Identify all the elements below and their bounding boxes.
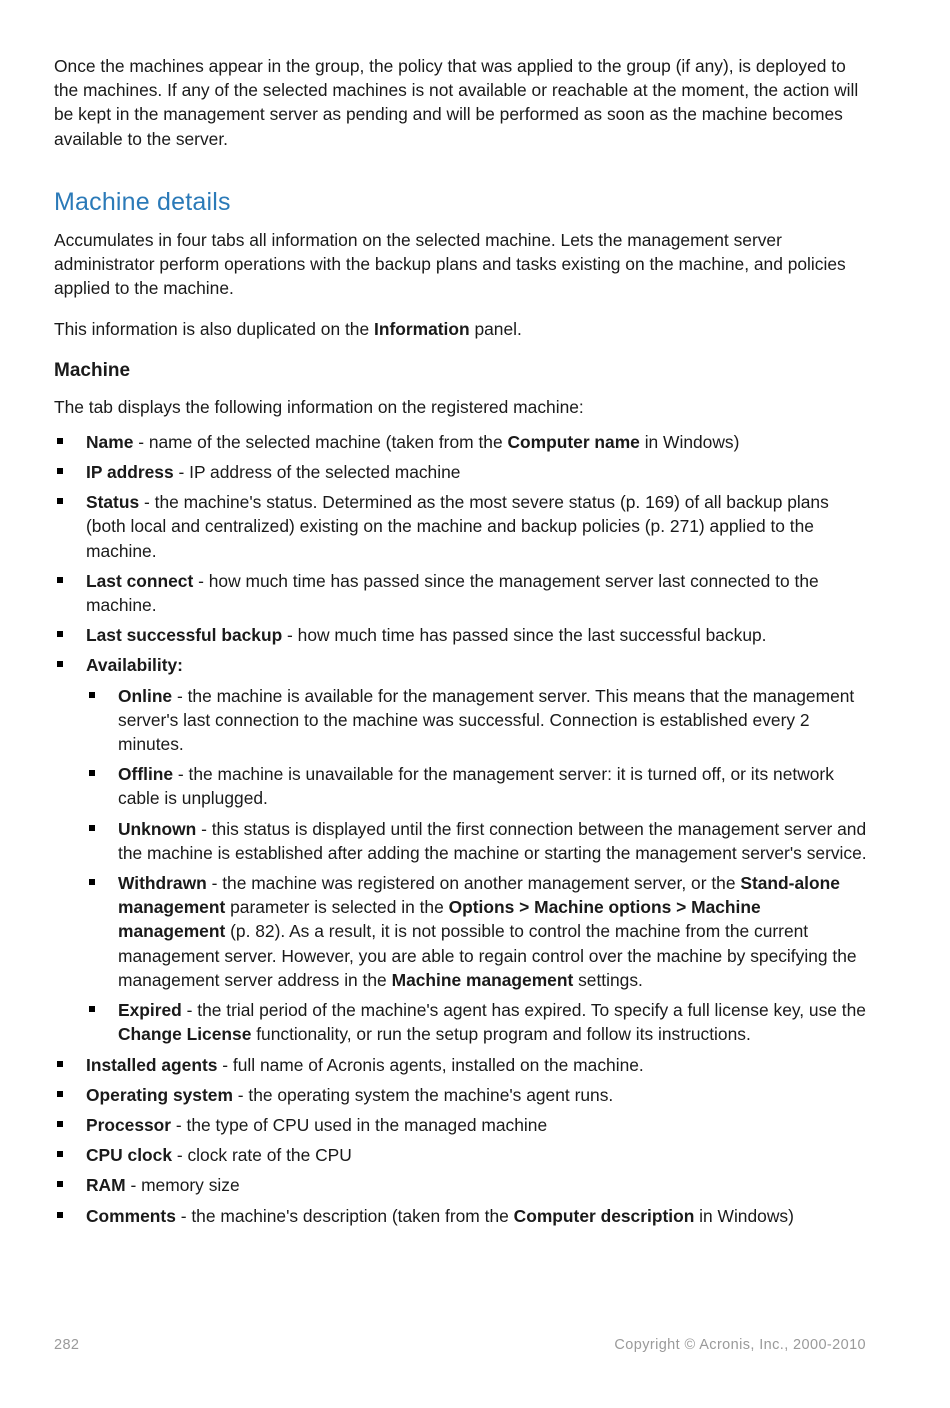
list-item-operating-system: Operating system - the operating system the machine's agent runs.	[54, 1083, 870, 1107]
list-item-last-successful-backup: Last successful backup - how much time has passed since the last successful backup.	[54, 623, 870, 647]
document-page	[54, 54, 870, 1234]
list-item-withdrawn: Withdrawn - the machine was registered on another management server, or the Stand-alone management parameter is selected in the Options > Machine options > Machine management (p. 82). As a result, it is not possible to control the machine from the current management server. However, you are able to regain control over the machine by specifying the management server address in the Machine management settings.	[86, 871, 870, 992]
availability-list	[86, 684, 870, 1047]
section-title: Machine details	[54, 187, 231, 216]
list-item-ip-address: IP address - IP address of the selected machine	[54, 460, 870, 484]
machine-tab-title: Machine	[54, 359, 131, 381]
list-item-unknown: Unknown - this status is displayed until the first connection between the management server and the machine is established after adding the machine or starting the management server's service.	[86, 817, 870, 865]
intro-paragraph: Once the machines appear in the group, the policy that was applied to the group (if any), is deployed to the machines. If any of the selected machines is not available or reachable at the moment, the action will be kept in the management server as pending and will be performed as soon as the machine becomes available to the server.	[54, 56, 859, 149]
list-item-ram: RAM - memory size	[54, 1173, 870, 1197]
list-item-expired: Expired - the trial period of the machine's agent has expired. To specify a full license key, use the Change License functionality, or run the setup program and follow its instructions.	[86, 998, 870, 1046]
section-paragraph-2: This information is also duplicated on the Information panel.	[54, 319, 522, 340]
list-item-name: Name - name of the selected machine (taken from the Computer name in Windows)	[54, 430, 870, 454]
page-number: 282	[54, 1337, 80, 1353]
list-item-status: Status - the machine's status. Determined as the most severe status (p. 169) of all backup plans (both local and centralized) existing on the machine and backup policies (p. 271) applied to the machine.	[54, 490, 870, 563]
list-item-installed-agents: Installed agents - full name of Acronis agents, installed on the machine.	[54, 1053, 870, 1077]
list-item-online: Online - the machine is available for the management server. This means that the management server's last connection to the machine was successful. Connection is established every 2 minutes.	[86, 684, 870, 757]
list-item-offline: Offline - the machine is unavailable for the management server: it is turned off, or its network cable is unplugged.	[86, 762, 870, 810]
list-item-last-connect: Last connect - how much time has passed since the management server last connected to the machine.	[54, 569, 870, 617]
copyright-notice: Copyright © Acronis, Inc., 2000-2010	[614, 1337, 866, 1353]
list-item-comments: Comments - the machine's description (taken from the Computer description in Windows)	[54, 1204, 870, 1228]
list-item-availability: Availability: Online - the machine is available for the management server. This means that the management server's last connection to the machine was successful. Connection is established every 2 minutes. Offline - the machine is unavailable for the management server: it is turned off, or its network cable is unplugged. Unknown - this status is displayed until the first connection between the management server and the machine is established after adding the machine or starting the management server's service. Withdrawn - the machine was registered on another management server, or the Stand-alone management parameter is selected in the Options > Machine options > Machine management (p. 82). As a result, it is not possible to control the machine from the current management server. However, you are able to regain control over the machine by specifying the management server address in the Machine management settings. Expired - the trial period of the machine's agent has expired. To specify a full license key, use the Change License functionality, or run the setup program and follow its instructions.	[54, 653, 870, 1046]
machine-info-list	[54, 430, 870, 1228]
section-paragraph-1: Accumulates in four tabs all information on the selected machine. Lets the management server administrator perform operations with the backup plans and tasks existing on the machine, and policies applied to the machine.	[54, 229, 846, 299]
list-item-cpu-clock: CPU clock - clock rate of the CPU	[54, 1143, 870, 1167]
list-item-processor: Processor - the type of CPU used in the managed machine	[54, 1113, 870, 1137]
machine-tab-intro: The tab displays the following information on the registered machine:	[54, 396, 584, 417]
